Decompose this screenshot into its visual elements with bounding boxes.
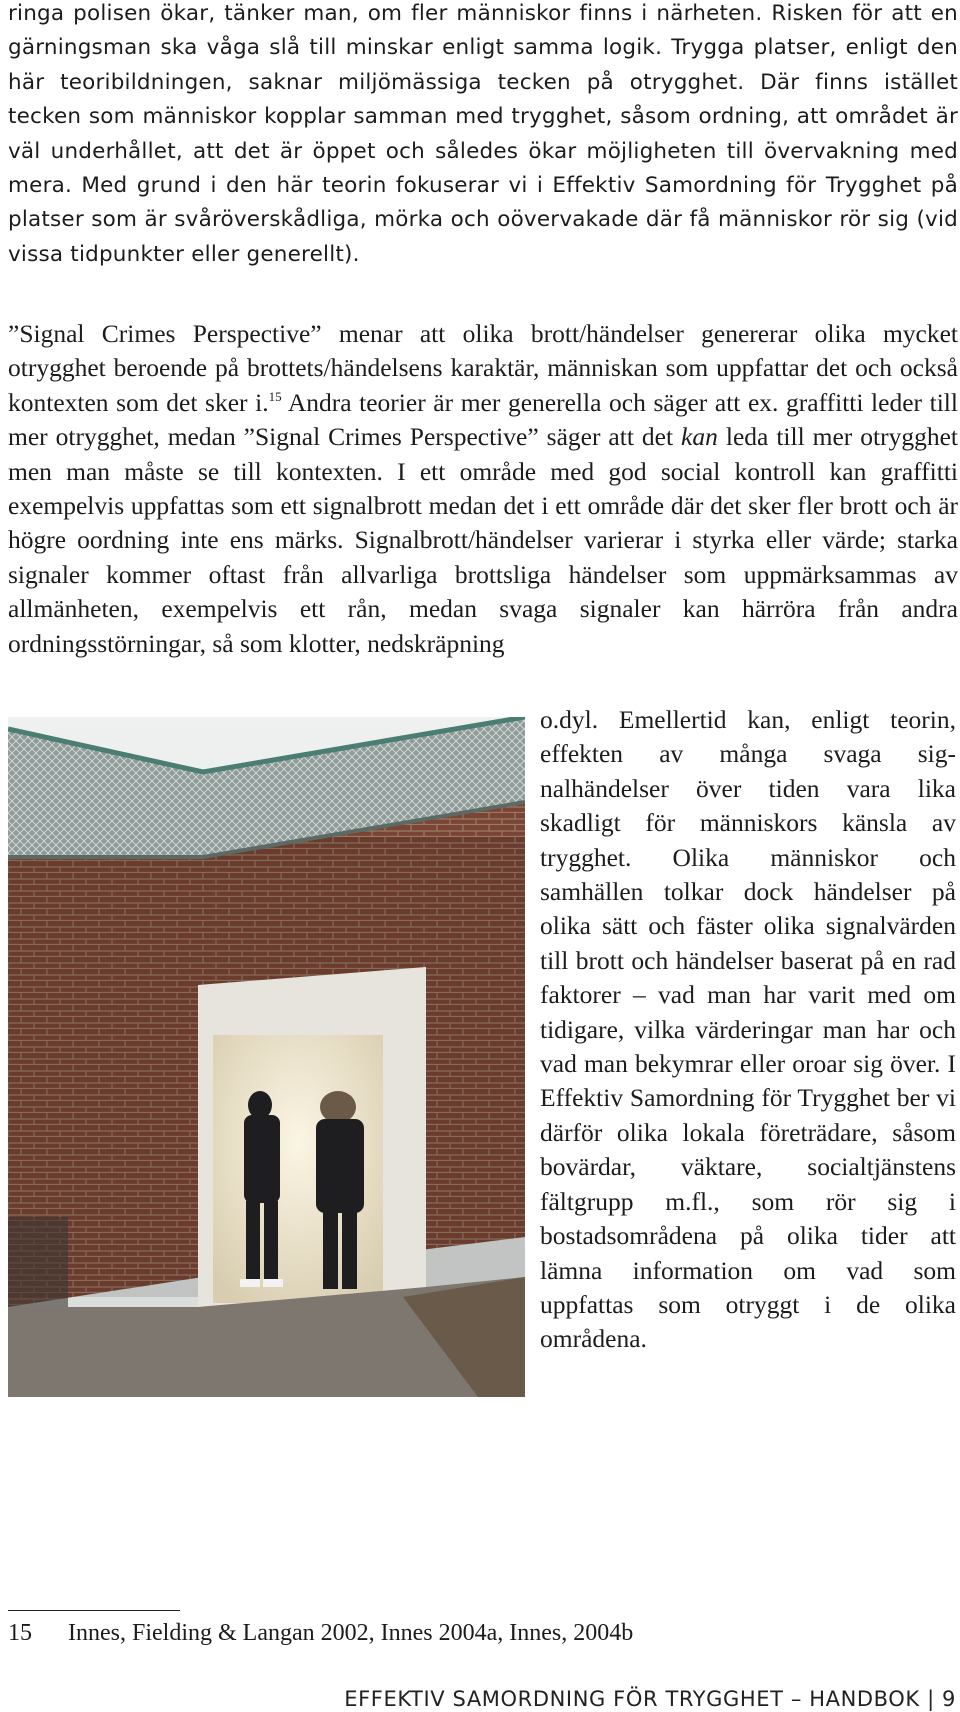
footnote-divider	[8, 1610, 180, 1611]
paragraph-theory-intro: ringa polisen ökar, tänker man, om fler människor finns i närheten. Risken för att en gärningsman ska våga slå till minskar enligt samma logik. Trygga platser, enligt den här teoribildningen, saknar miljömässiga tecken på otrygghet. Där finns istället tecken som människor kopplar samman med trygghet, såsom ordning, att området är väl underhållet, att det är öppet och således ökar möjligheten till övervakning med mera. Med grund i den här teorin fokuserar vi i Effektiv Samordning för Trygghet på platser som är svåröverskådliga, mörka och oövervakade där få människor rör sig (vid vissa tidpunkter eller generellt).	[8, 1, 958, 267]
paragraph-text: Andra teorier är mer generella och säger att ex. graffitti leder till mer otrygghet, medan ”Signal Crimes Perspective” säger att det	[8, 387, 958, 452]
paragraph-text: ”Signal Crimes Perspective” menar att olika brott/händelser genererar olika mycket otrygghet beroende på brottets/händelsens karaktär, människan som uppfattar det och också kontexten som det sker i.	[8, 319, 958, 417]
footnote-number: 15	[8, 1620, 32, 1646]
page-footer: EFFEKTIV SAMORDNING FÖR TRYGGHET – HANDBOK | 9	[344, 1687, 956, 1711]
footnote	[8, 1618, 908, 1648]
paragraph-text: leda till mer otrygghet men man måste se till kontexten. I ett område med god social kontroll kan graffitti exempelvis uppfattas som ett signalbrott medan det i ett område där det sker fler brott och är högre oordning inte ens märks. Signalbrott/händelser varierar i styrka eller värde; starka signaler kommer oftast från allvarliga brottsliga händelser som uppmärksammas av allmänheten, exempelvis ett rån, medan svaga signaler kan härröra från andra ordningsstörningar, så som klotter, nedskräpning	[8, 422, 959, 658]
footnote-text: Innes, Fielding & Langan 2002, Innes 2004a, Innes, 2004b	[68, 1620, 634, 1646]
photo-underpass	[8, 717, 525, 1397]
footnote-reference[interactable]: 15	[268, 388, 282, 404]
paragraph-column-continuation: o.dyl. Emellertid kan, enligt teorin, effekten av många svaga signalhändelser över tiden vara lika skadligt för människors känsla av trygghet. Olika människor och samhällen tolkar dock händelser på olika sätt och fäster olika signalvärden till brott och händelser baserat på en rad faktorer – vad man har varit med om tidigare, vilka värderingar man har och vad man bekymrar eller oroar sig över. I Effektiv Samordning för Trygghet ber vi därför olika lokala företrädare, såsom bovärdar, väktare, socialtjänstens fältgrupp m.fl., som rör sig i bostadsområdena på olika tider att lämna information om vad som uppfattas som otryggt i de olika områdena.	[540, 705, 956, 1354]
emphasized-word: kan	[681, 422, 718, 452]
paragraph-signal-crimes	[8, 317, 958, 661]
